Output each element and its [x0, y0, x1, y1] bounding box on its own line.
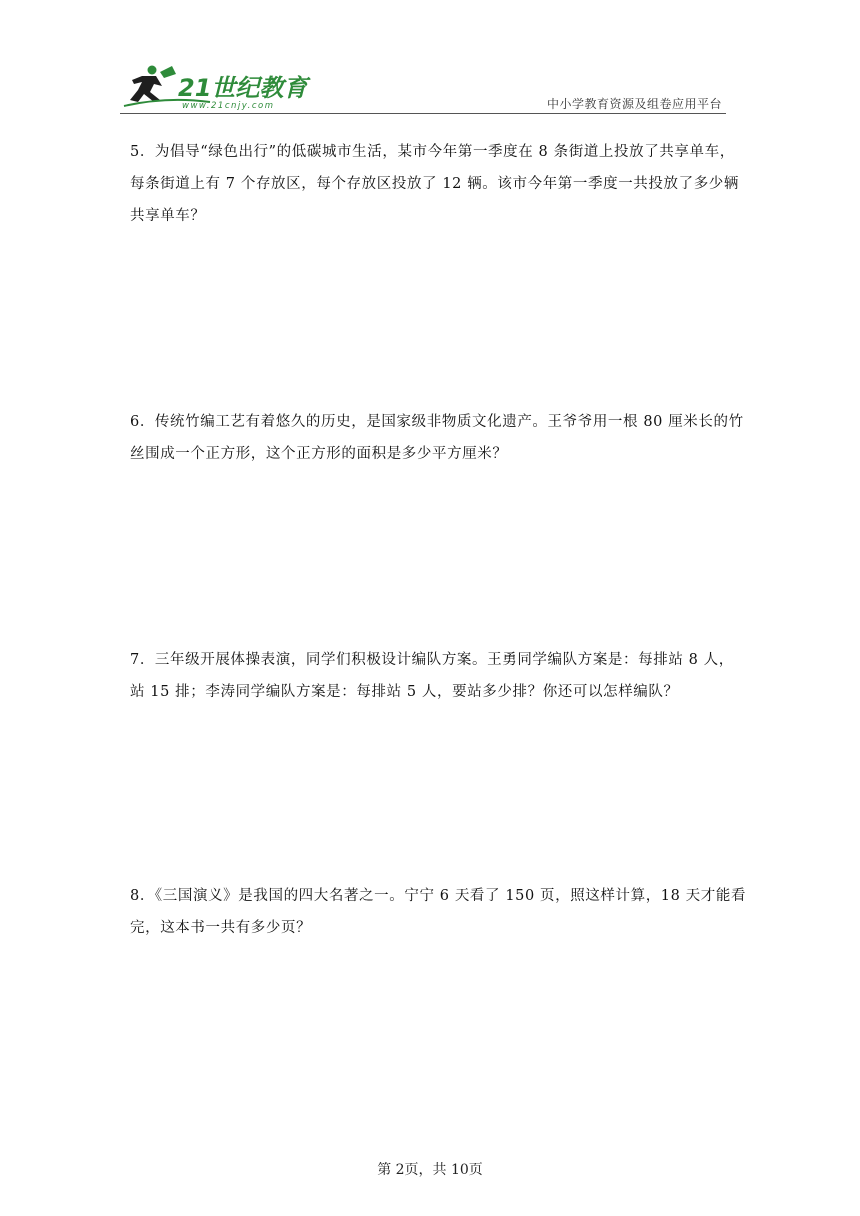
question-line: 丝围成一个正方形，这个正方形的面积是多少平方厘米？: [130, 446, 508, 462]
platform-label: 中小学教育资源及组卷应用平台: [546, 97, 722, 111]
logo-wordmark: 21世纪教育: [178, 74, 308, 102]
logo-url: www.21cnjy.com: [182, 101, 275, 111]
question-line: 5．为倡导“绿色出行”的低碳城市生活，某市今年第一季度在 8 条街道上投放了共享单车，: [130, 144, 735, 160]
question-line: 完，这本书一共有多少页？: [130, 920, 312, 936]
question-6: [130, 406, 744, 470]
question-line: 共享单车？: [130, 208, 206, 224]
question-line: 站 15 排；李涛同学编队方案是：每排站 5 人，要站多少排？你还可以怎样编队？: [130, 684, 679, 700]
question-line: 7．三年级开展体操表演，同学们积极设计编队方案。王勇同学编队方案是：每排站 8 人，: [130, 652, 734, 668]
site-logo: [120, 62, 320, 112]
header-divider: [120, 113, 726, 114]
question-line: 每条街道上有 7 个存放区，每个存放区投放了 12 辆。该市今年第一季度一共投放了多少辆: [130, 176, 740, 192]
question-8: [130, 880, 747, 944]
page-footer: 第 2页，共 10页: [377, 1162, 483, 1178]
page-header: [120, 62, 726, 116]
question-line: 8．《三国演义》是我国的四大名著之一。宁宁 6 天看了 150 页，照这样计算，18 天才能看: [130, 888, 747, 904]
question-5: [130, 136, 740, 232]
question-7: [130, 644, 734, 708]
question-line: 6．传统竹编工艺有着悠久的历史，是国家级非物质文化遗产。王爷爷用一根 80 厘米长的竹: [130, 414, 744, 430]
